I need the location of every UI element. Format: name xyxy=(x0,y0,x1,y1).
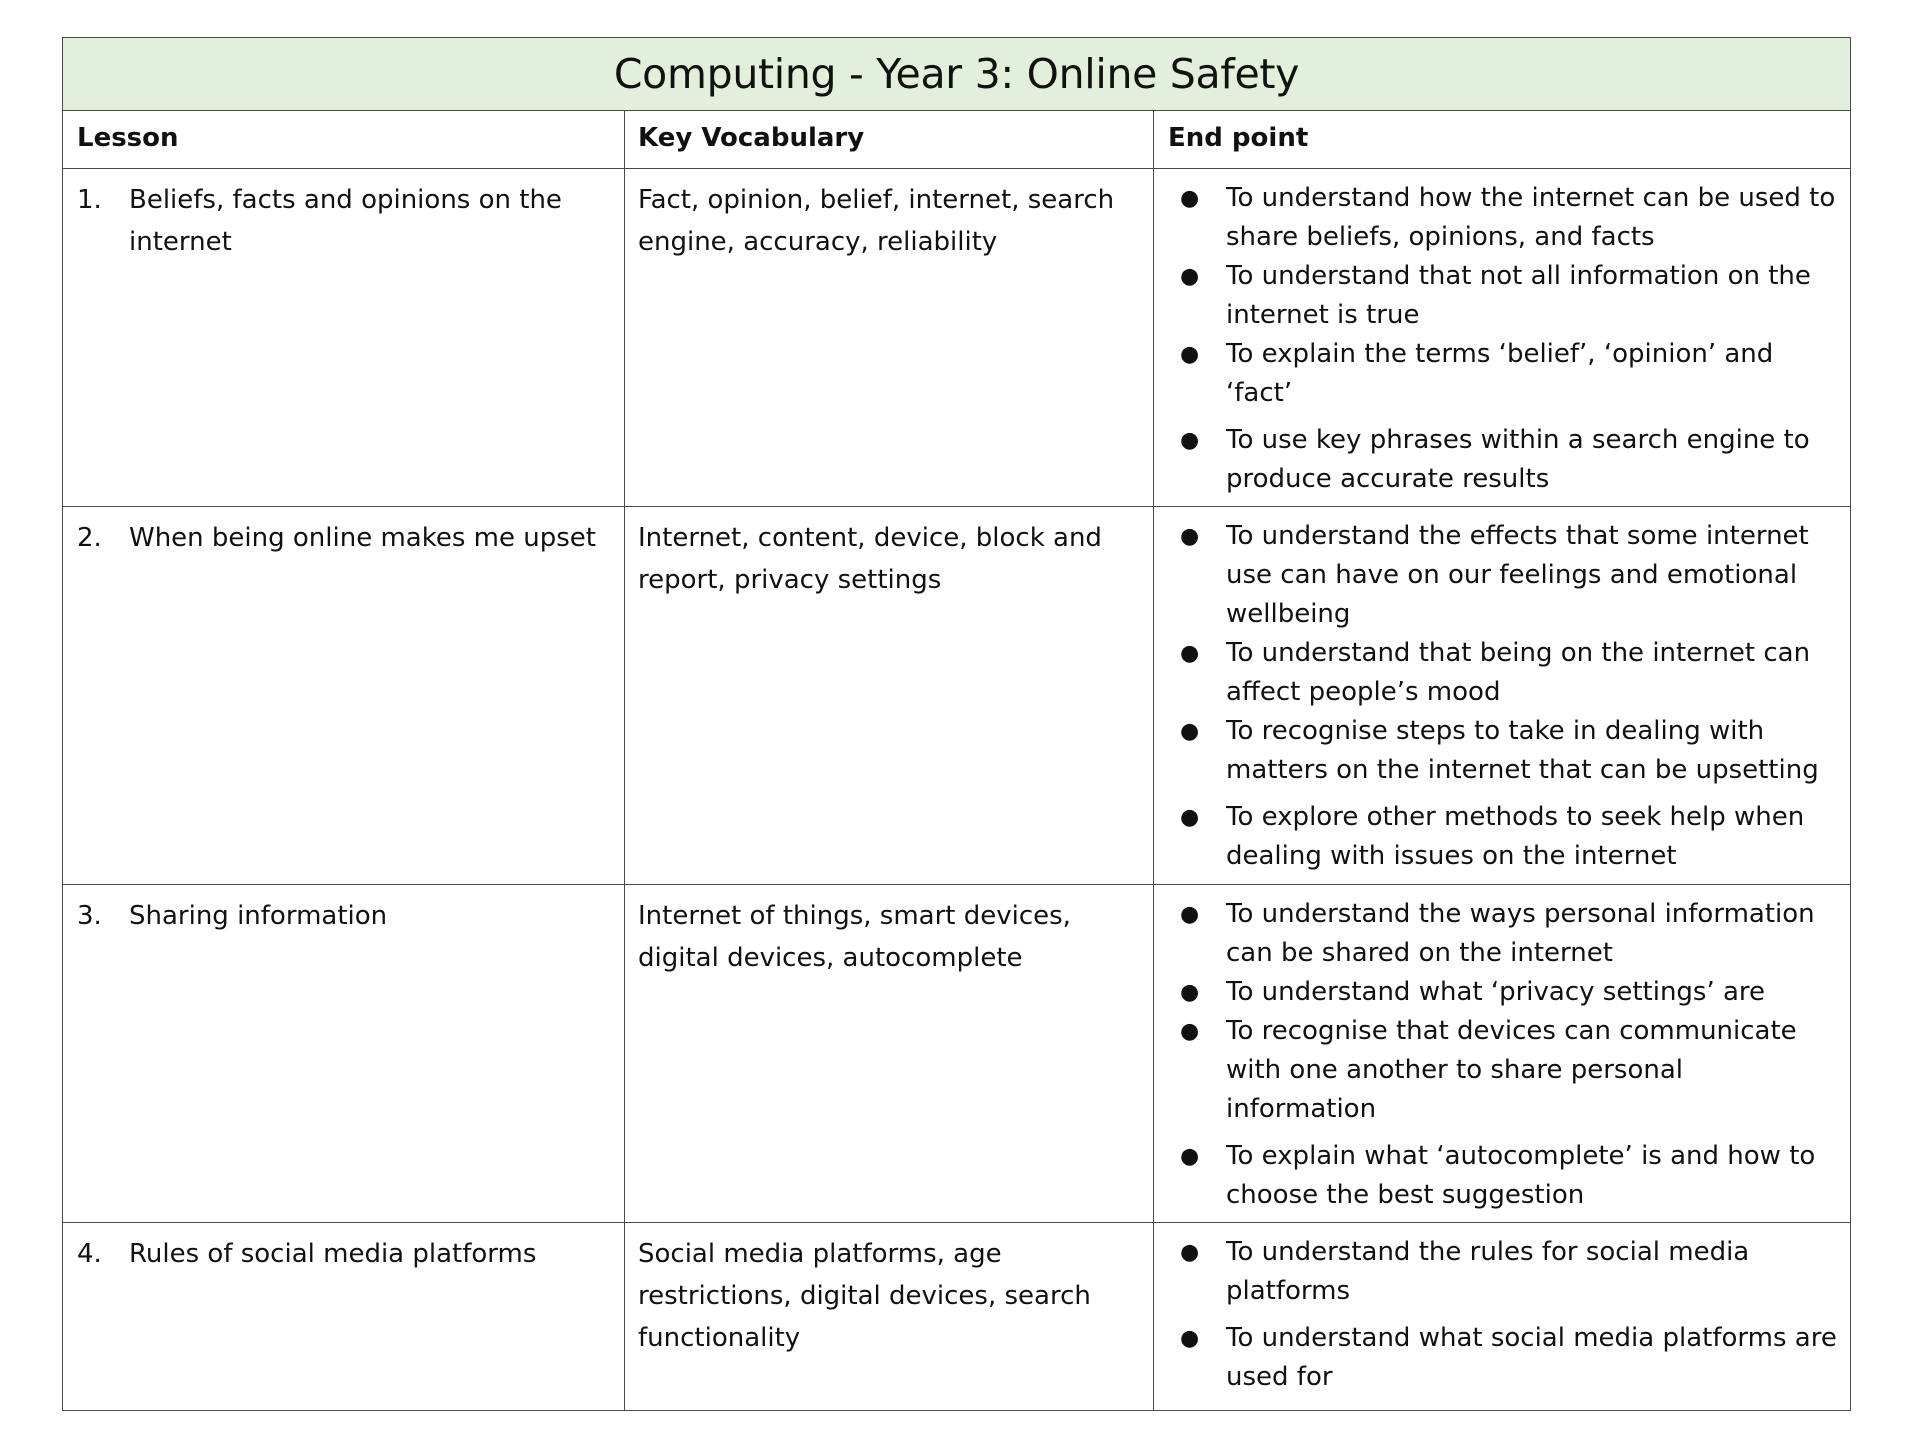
bullet-icon: ● xyxy=(1180,264,1200,289)
lesson-cell xyxy=(63,169,625,506)
endpoint-list xyxy=(1154,1233,1840,1397)
bullet-icon: ● xyxy=(1180,805,1200,830)
list-item: ● To explore other methods to seek help when dealing with issues on the internet xyxy=(1154,798,1840,876)
lesson-title: Beliefs, facts and opinions on the internet xyxy=(129,185,562,257)
lesson-number: 3. xyxy=(77,901,102,931)
lesson-title: Sharing information xyxy=(129,901,388,931)
lesson-title: Rules of social media platforms xyxy=(129,1239,537,1269)
column-header-endpoint: End point xyxy=(1168,123,1309,153)
endpoint-list xyxy=(1154,895,1840,1215)
list-item: ● To understand the ways personal information can be shared on the internet xyxy=(1154,895,1840,973)
list-item: ● To understand that being on the internet can affect people’s mood xyxy=(1154,634,1840,712)
table-row xyxy=(63,885,1850,1223)
table-row xyxy=(63,507,1850,885)
bullet-icon: ● xyxy=(1180,428,1200,453)
bullet-icon: ● xyxy=(1180,719,1200,744)
endpoint-list xyxy=(1154,517,1840,876)
bullet-icon: ● xyxy=(1180,524,1200,549)
bullet-icon: ● xyxy=(1180,1144,1200,1169)
curriculum-table xyxy=(62,37,1851,1411)
bullet-icon: ● xyxy=(1180,342,1200,367)
lesson-number: 1. xyxy=(77,185,102,215)
list-item: ● To explain what ‘autocomplete’ is and how to choose the best suggestion xyxy=(1154,1137,1840,1215)
column-header-lesson: Lesson xyxy=(63,111,625,168)
endpoint-list xyxy=(1154,179,1840,499)
header-row xyxy=(63,111,1850,169)
lesson-number: 2. xyxy=(77,523,102,553)
endpoint-cell xyxy=(1154,1223,1850,1410)
bullet-icon: ● xyxy=(1180,1240,1200,1265)
list-item: ● To recognise that devices can communicate with one another to share personal information xyxy=(1154,1012,1840,1129)
list-item: ● To understand the effects that some internet use can have on our feelings and emotional wellbeing xyxy=(1154,517,1840,634)
bullet-icon: ● xyxy=(1180,1019,1200,1044)
list-item: ● To understand what social media platforms are used for xyxy=(1154,1319,1840,1397)
lesson-number: 4. xyxy=(77,1239,102,1269)
bullet-icon: ● xyxy=(1180,1326,1200,1351)
endpoint-cell xyxy=(1154,885,1850,1222)
column-header-vocabulary: Key Vocabulary xyxy=(625,111,1154,168)
list-item: ● To use key phrases within a search engine to produce accurate results xyxy=(1154,421,1840,499)
list-item: ● To explain the terms ‘belief’, ‘opinion’ and ‘fact’ xyxy=(1154,335,1840,413)
list-item: ● To understand what ‘privacy settings’ are xyxy=(1154,973,1840,1012)
bullet-icon: ● xyxy=(1180,902,1200,927)
endpoint-cell xyxy=(1154,169,1850,506)
lesson-title: When being online makes me upset xyxy=(129,523,596,553)
endpoint-cell xyxy=(1154,507,1850,884)
lesson-cell xyxy=(63,885,625,1222)
lesson-cell xyxy=(63,1223,625,1410)
bullet-icon: ● xyxy=(1180,186,1200,211)
table-row xyxy=(63,1223,1850,1410)
bullet-icon: ● xyxy=(1180,641,1200,666)
list-item: ● To understand that not all information on the internet is true xyxy=(1154,257,1840,335)
table-title-row xyxy=(63,38,1850,111)
list-item: ● To recognise steps to take in dealing with matters on the internet that can be upsetting xyxy=(1154,712,1840,790)
bullet-icon: ● xyxy=(1180,980,1200,1005)
vocabulary-cell: Internet of things, smart devices, digital devices, autocomplete xyxy=(625,885,1154,1222)
list-item: ● To understand how the internet can be used to share beliefs, opinions, and facts xyxy=(1154,179,1840,257)
list-item: ● To understand the rules for social media platforms xyxy=(1154,1233,1840,1311)
table-row xyxy=(63,169,1850,507)
vocabulary-cell: Fact, opinion, belief, internet, search engine, accuracy, reliability xyxy=(625,169,1154,506)
vocabulary-cell: Internet, content, device, block and report, privacy settings xyxy=(625,507,1154,884)
page-title: Computing - Year 3: Online Safety xyxy=(613,50,1300,98)
lesson-cell xyxy=(63,507,625,884)
vocabulary-cell: Social media platforms, age restrictions, digital devices, search functionality xyxy=(625,1223,1154,1410)
